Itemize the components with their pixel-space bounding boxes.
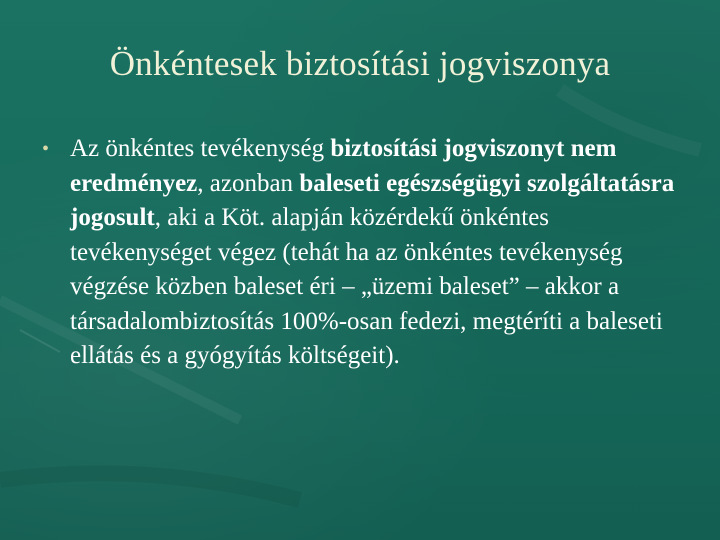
- bullet-item: [42, 132, 692, 374]
- bullet-bold-2: baleseti egészségügyi szolgáltatásra jogosult: [70, 169, 675, 231]
- bullet-icon: •: [42, 138, 50, 160]
- bullet-bold-1: biztosítási jogviszonyt nem eredményez: [70, 135, 617, 197]
- bullet-text-1: Az önkéntes tevékenység: [70, 135, 331, 162]
- slide-title: Önkéntesek biztosítási jogviszonya: [109, 44, 611, 83]
- bullet-text-2: , azonban: [197, 169, 300, 197]
- bullet-text-3: , aki a Köt. alapján közérdekű önkéntes tevékenységet végez (tehát ha az önkéntes tevékenység végzése közben baleset éri – „üzemi baleset” – akkor a társadalombiztosítás 100%-osan fedezi, megtéríti a baleseti ellátás és a gyógyítás költségeit).: [70, 204, 663, 369]
- slide-content: [42, 132, 692, 374]
